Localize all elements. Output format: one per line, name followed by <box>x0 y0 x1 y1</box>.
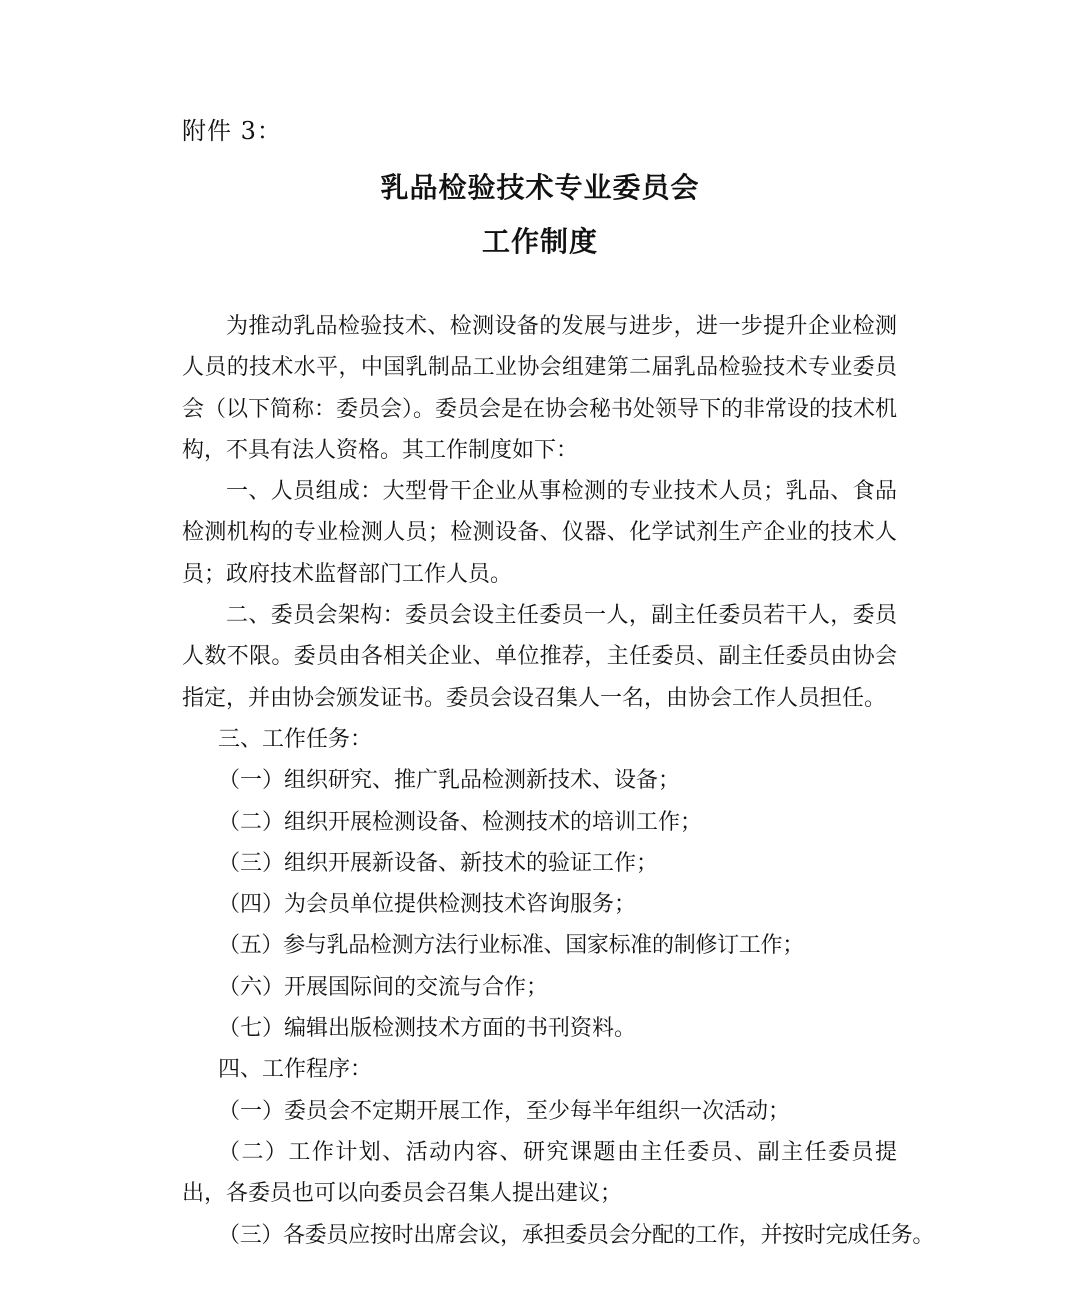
task-item: （六）开展国际间的交流与合作； <box>218 974 549 1000</box>
task-item: （三）组织开展新设备、新技术的验证工作； <box>218 850 659 876</box>
procedure-item: （三）各委员应按时出席会议，承担委员会分配的工作，并按时完成任务。 <box>218 1222 935 1248</box>
section-tasks-heading: 三、工作任务： <box>218 726 373 752</box>
section-procedures-heading: 四、工作程序： <box>218 1057 373 1083</box>
task-item: （二）组织开展检测设备、检测技术的培训工作； <box>218 809 703 835</box>
task-item: （一）组织研究、推广乳品检测新技术、设备； <box>218 768 681 794</box>
procedure-item: （一）委员会不定期开展工作，至少每半年组织一次活动； <box>218 1098 791 1124</box>
task-item: （五）参与乳品检测方法行业标准、国家标准的制修订工作； <box>218 933 804 959</box>
task-item: （七）编辑出版检测技术方面的书刊资料。 <box>218 1016 637 1042</box>
section-personnel: 一、人员组成：大型骨干企业从事检测的专业技术人员；乳品、食品检测机构的专业检测人员；检测设备、仪器、化学试剂生产企业的技术人员；政府技术监督部门工作人员。 <box>182 479 897 587</box>
document-title: 乳品检验技术专业委员会 <box>380 171 700 204</box>
document-subtitle: 工作制度 <box>481 225 598 258</box>
task-item: （四）为会员单位提供检测技术咨询服务； <box>218 892 637 918</box>
attachment-label: 附件 3： <box>182 117 282 145</box>
document-body <box>182 306 935 1256</box>
section-structure: 二、委员会架构：委员会设主任委员一人，副主任委员若干人，委员人数不限。委员由各相关企业、单位推荐，主任委员、副主任委员由协会指定，并由协会颁发证书。委员会设召集人一名，由协会工作人员担任。 <box>182 603 897 711</box>
intro-paragraph: 为推动乳品检验技术、检测设备的发展与进步，进一步提升企业检测人员的技术水平，中国乳制品工业协会组建第二届乳品检验技术专业委员会（以下简称：委员会）。委员会是在协会秘书处领导下的非常设的技术机构，不具有法人资格。其工作制度如下： <box>182 314 898 463</box>
procedure-item: （二）工作计划、活动内容、研究课题由主任委员、副主任委员提出，各委员也可以向委员会召集人提出建议； <box>182 1139 897 1207</box>
